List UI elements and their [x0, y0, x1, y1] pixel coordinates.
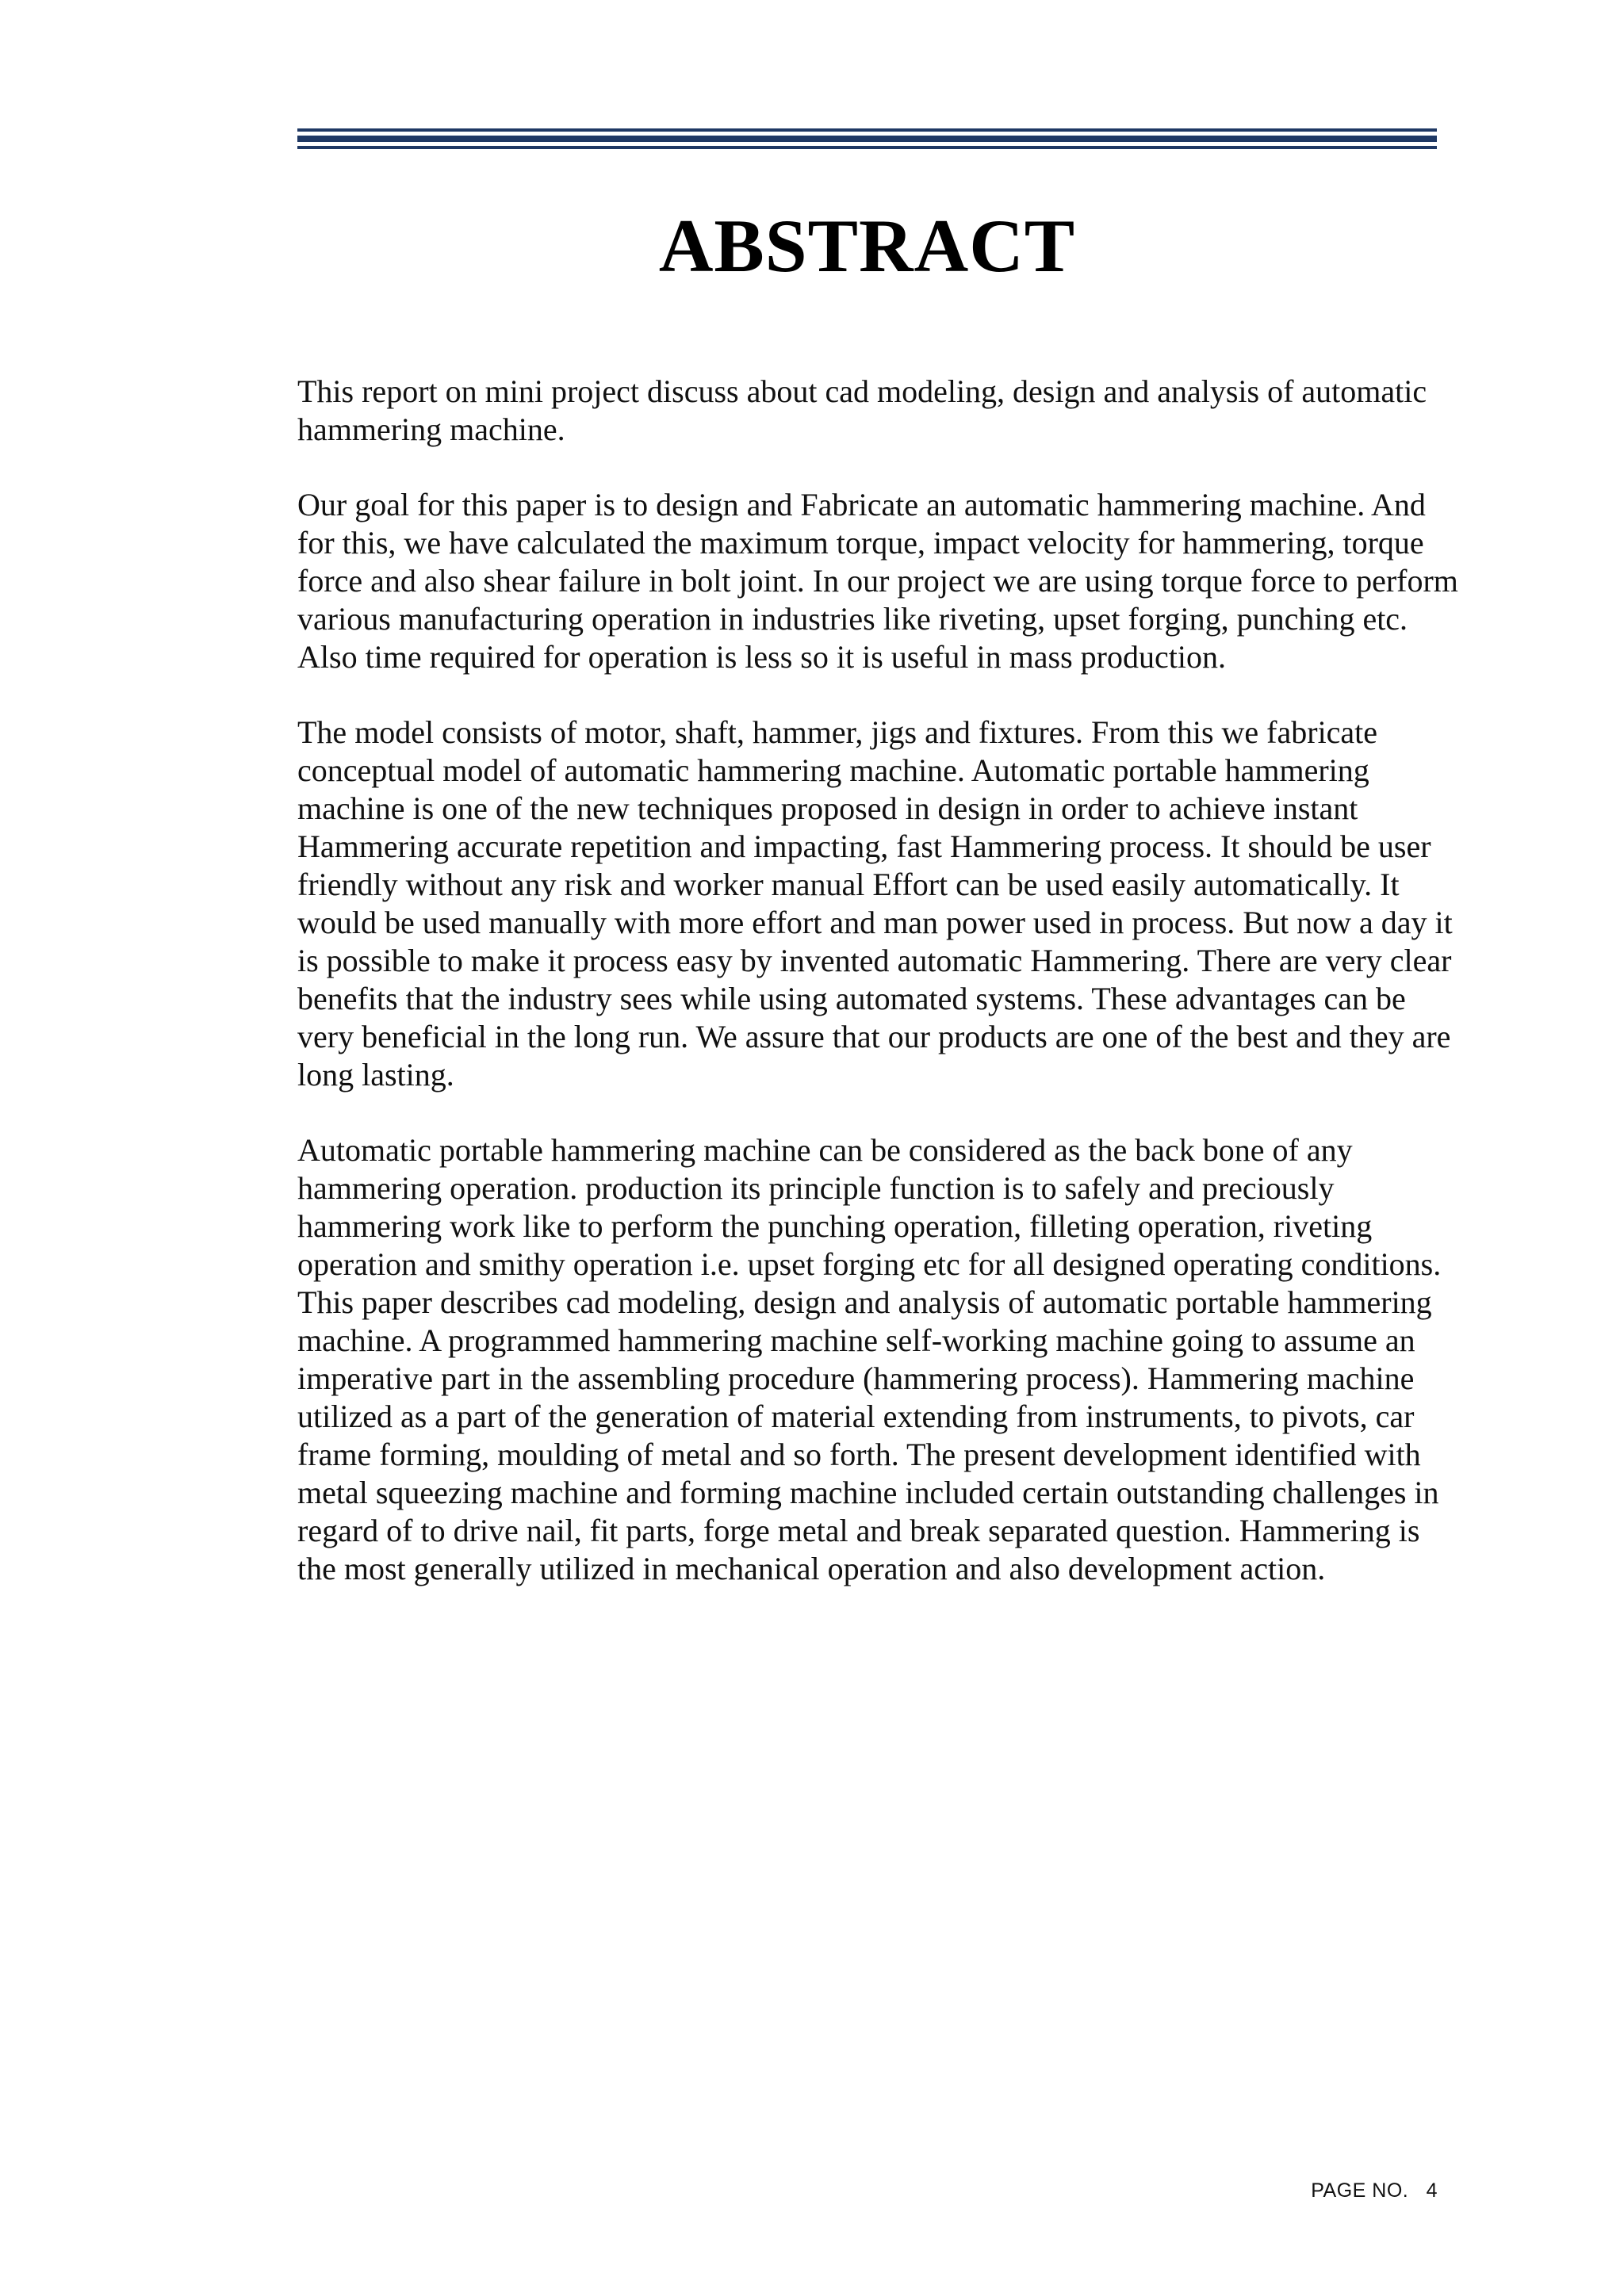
abstract-paragraph-2: Our goal for this paper is to design and Fabricate an automatic hammering machine. And for this, we have calculated the maximum torque, impact velocity for hammering, torque force and also shear failure in bolt joint. In our project we are using torque force to perform various manufacturing operation in industries like riveting, upset forging, punching etc. Also time required for operation is less so it is useful in mass production.	[297, 487, 1458, 675]
header-rule	[297, 128, 1437, 149]
page-number-footer	[1311, 2179, 1438, 2202]
abstract-paragraph-4: Automatic portable hammering machine can be considered as the back bone of any hammering operation. production its principle function is to safely and preciously hammering work like to perform the punching operation, filleting operation, riveting operation and smithy operation i.e. upset forging etc for all designed operating conditions. This paper describes cad modeling, design and analysis of automatic portable hammering machine. A programmed hammering machine self-working machine going to assume an imperative part in the assembling procedure (hammering process). Hammering machine utilized as a part of the generation of material extending from instruments, to pivots, car frame forming, moulding of metal and so forth. The present development identified with metal squeezing machine and forming machine included certain outstanding challenges in regard of to drive nail, fit parts, forge metal and break separated question. Hammering is the most generally utilized in mechanical operation and also development action.	[297, 1132, 1442, 1586]
abstract-paragraph-1: This report on mini project discuss about cad modeling, design and analysis of automatic hammering machine.	[297, 373, 1427, 447]
page-number-value: 4	[1426, 2179, 1438, 2202]
header-rule-line-middle	[297, 136, 1437, 142]
header-rule-line-bottom	[297, 146, 1437, 149]
page-number-label: PAGE NO.	[1311, 2179, 1409, 2202]
abstract-paragraph-3: The model consists of motor, shaft, hammer, jigs and fixtures. From this we fabricate conceptual model of automatic hammering machine. Automatic portable hammering machine is one of the new techniques proposed in design in order to achieve instant Hammering accurate repetition and impacting, fast Hammering process. It should be user friendly without any risk and worker manual Effort can be used easily automatically. It would be used manually with more effort and man power used in process. But now a day it is possible to make it process easy by invented automatic Hammering. There are very clear benefits that the industry sees while using automated systems. These advantages can be very beneficial in the long run. We assure that our products are one of the best and they are long lasting.	[297, 714, 1453, 1093]
abstract-body	[297, 373, 1463, 1625]
page-title: ABSTRACT	[658, 204, 1076, 288]
header-rule-line-top	[297, 128, 1437, 132]
